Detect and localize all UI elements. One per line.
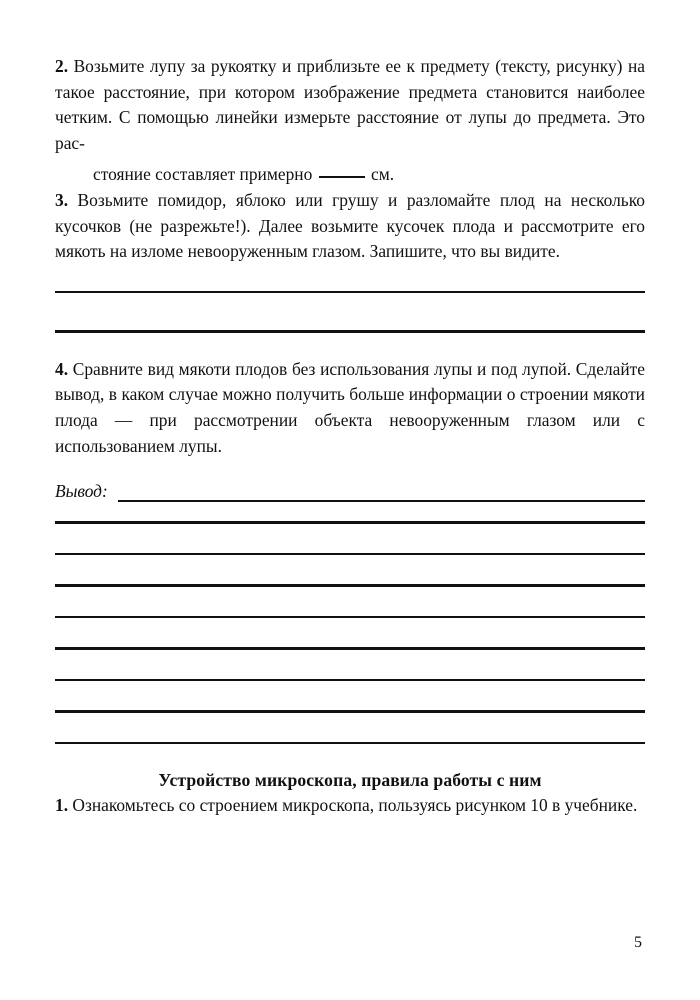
exercise-2-text: Возьмите лупу за рукоятку и приблизьте ее к предмету (тексту, рисунку) на такое расстояние, при котором изображение предмета становится наиболее четким. С помощью линейки измерьте расстояние от лупы до предмета. Это рас-: [55, 56, 645, 153]
section-block: [55, 770, 645, 819]
exercise-3-number: 3.: [55, 189, 69, 210]
section-heading: Устройство микроскопа, правила работы с ним: [158, 770, 542, 791]
exercise-2-tail-after: см.: [366, 164, 395, 185]
answer-lines-group-1: [55, 291, 645, 333]
page-number: 5: [634, 934, 642, 951]
line-spacer: [55, 587, 645, 616]
exercise-2-number: 2.: [55, 56, 69, 76]
answer-line[interactable]: [55, 742, 645, 745]
line-spacer: [55, 293, 645, 330]
line-spacer: [55, 555, 645, 584]
answer-line[interactable]: [55, 330, 645, 333]
section-exercise-1-number: 1.: [55, 795, 69, 816]
exercise-4-number: 4.: [55, 358, 69, 379]
answer-lines-group-2: [55, 521, 645, 744]
fill-in-blank[interactable]: [319, 176, 365, 178]
line-spacer: [55, 681, 645, 710]
conclusion-label: Вывод:: [55, 481, 108, 502]
section-exercise-1-text: Ознакомьтесь со строением микроскопа, пользуясь рисунком 10 в учебнике.: [68, 795, 638, 816]
exercise-2-continuation: [55, 162, 645, 188]
conclusion-input-line[interactable]: [118, 486, 645, 502]
exercise-3: [55, 188, 645, 265]
exercise-2: [55, 54, 645, 156]
line-spacer: [55, 524, 645, 553]
exercise-3-text: Возьмите помидор, яблоко или грушу и разломайте плод на несколько кусочков (не разрежьте!). Далее возьмите кусочек плода и рассмотрите его мякоть на изломе невооруженным глазом. Запишите, что вы видите.: [55, 189, 645, 262]
exercise-4: [55, 357, 645, 459]
line-spacer: [55, 618, 645, 647]
line-spacer: [55, 713, 645, 742]
exercise-4-text: Сравните вид мякоти плодов без использования лупы и под лупой. Сделайте вывод, в каком случае можно получить больше информации о строении мякоти плода — при рассмотрении объекта невооруженным глазом или с использованием лупы.: [55, 358, 645, 456]
section-exercise-1: [55, 793, 645, 819]
exercise-2-tail-before: стояние составляет примерно: [93, 164, 317, 185]
line-spacer: [55, 650, 645, 679]
conclusion-row: [55, 480, 645, 502]
